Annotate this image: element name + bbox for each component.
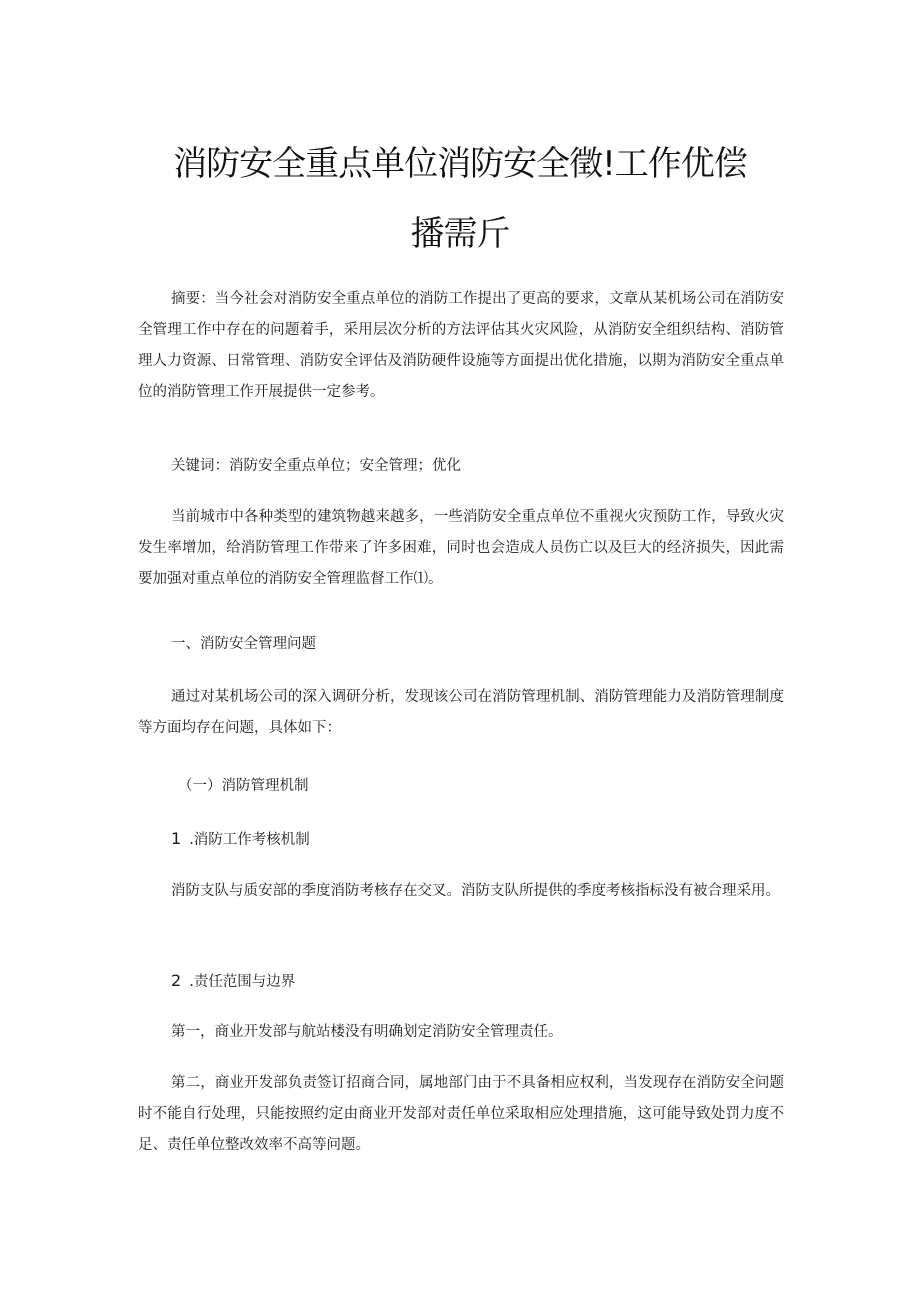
keywords-line: 关键词：消防安全重点单位；安全管理；优化 <box>171 458 461 474</box>
document-title-line-1: 消防安全重点单位消防安全徵!工作优偿 <box>173 144 747 184</box>
item-2-heading <box>171 970 295 991</box>
abstract-paragraph: 摘要：当今社会对消防安全重点单位的消防工作提出了更高的要求，文章从某机场公司在消防安全管理工作中存在的问题着手，采用层次分析的方法评估其火灾风险，从消防安全组织结构、消防管理人力资源、日常管理、消防安全评估及消防硬件设施等方面提出优化措施，以期为消防安全重点单位的消防管理工作开展提供一定参考。 <box>138 291 784 400</box>
section-1-heading: 一、消防安全管理问题 <box>171 636 316 652</box>
item-2-number: 2 <box>171 971 182 990</box>
item-2-paragraph-2: 第二，商业开发部负责签订招商合同，属地部门由于不具备相应权利，当发现存在消防安全问题时不能自行处理，只能按照约定由商业开发部对责任单位采取相应处理措施，这可能导致处罚力度不足、责任单位整改效率不高等问题。 <box>138 1075 784 1153</box>
item-1-heading <box>171 828 310 849</box>
item-2-paragraph-1: 第一，商业开发部与航站楼没有明确划定消防安全管理责任。 <box>171 1024 563 1040</box>
item-1-paragraph: 消防支队与质安部的季度消防考核存在交叉。消防支队所提供的季度考核指标没有被合理采用。 <box>171 883 780 899</box>
item-1-number: 1 <box>171 829 182 848</box>
subsection-1-heading: （一）消防管理机制 <box>178 778 309 794</box>
item-1-title: .消防工作考核机制 <box>189 832 310 848</box>
intro-paragraph: 当前城市中各种类型的建筑物越来越多，一些消防安全重点单位不重视火灾预防工作，导致火灾发生率增加，给消防管理工作带来了许多困难，同时也会造成人员伤亡以及巨大的经济损失，因此需要加强对重点单位的消防安全管理监督工作⑴。 <box>138 509 784 587</box>
item-2-title: .责任范围与边界 <box>189 974 296 990</box>
section-1-paragraph: 通过对某机场公司的深入调研分析，发现该公司在消防管理机制、消防管理能力及消防管理制度等方面均存在问题，具体如下： <box>138 689 784 736</box>
document-title-line-2: 播需斤 <box>410 214 510 254</box>
